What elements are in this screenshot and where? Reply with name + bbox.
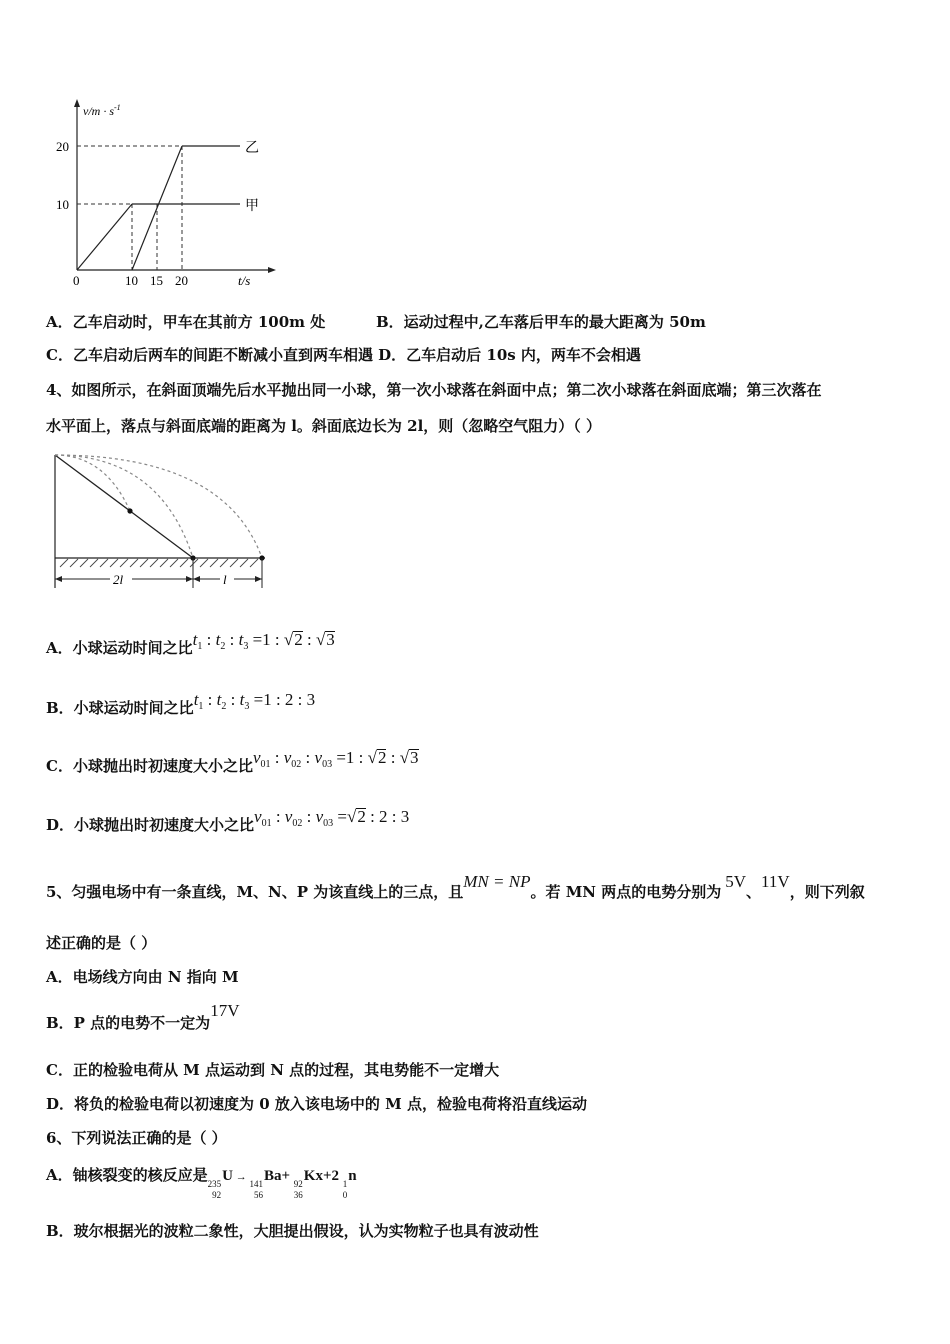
- time-ratio-linear: $t_1$ : $t_2$ : $t_3 =1$ : 2 : 3: [193, 690, 316, 712]
- q6-option-b: B．玻尔根据光的波粒二象性，大胆提出假设，认为实物粒子也具有波动性: [46, 1222, 539, 1240]
- yi-ramp: [132, 146, 182, 270]
- x-tick-20: 20: [175, 273, 188, 288]
- y-axis-arrow: [74, 99, 80, 107]
- potential-m: 5V: [725, 872, 747, 891]
- q5-option-a: A．电场线方向由 N 指向 M: [46, 968, 239, 986]
- q5-option-c: C．正的检验电荷从 M 点运动到 N 点的过程，其电势能不一定增大: [46, 1061, 500, 1079]
- line-label-yi: 乙: [245, 141, 259, 156]
- y-axis-label: $v/m \cdot s^{-1}$: [83, 103, 121, 118]
- incline: [55, 455, 193, 558]
- fission-equation: 235 92 U → 141 56 Ba+ 92 36 Kx+2 1 0 n: [207, 1168, 357, 1200]
- q3-option-a: A．乙车启动时，甲车在其前方 100m 处: [46, 313, 326, 331]
- label-l: l: [223, 572, 227, 587]
- potential-n: 11V: [761, 872, 790, 891]
- q3-option-c-d: C．乙车启动后两车的间距不断减小直到两车相遇 D．乙车启动后 10s 内，两车不会相遇: [46, 346, 641, 364]
- velocity-ratio-sqrt: $v_{01}$ : $v_{02}$ : $v_{03} =1$ : √2 : √3: [252, 748, 419, 770]
- jia-ramp: [77, 204, 132, 270]
- q4-option-a: A．小球运动时间之比$t_1$ : $t_2$ : $t_3 =1$ : √2 : √3: [46, 630, 335, 657]
- potential-p: 17V: [210, 1001, 240, 1020]
- q6-option-a: A．铀核裂变的核反应是 235 92 U → 141 56 Ba+ 92 36 Kx+2 1 0 n: [46, 1166, 357, 1200]
- q4-option-c: C．小球抛出时初速度大小之比$v_{01}$ : $v_{02}$ : $v_{03} =1$ : √2 : √3: [46, 748, 419, 775]
- q5-option-d: D．将负的检验电荷以初速度为 0 放入该电场中的 M 点，检验电荷将沿直线运动: [46, 1095, 587, 1113]
- y-tick-10: 10: [56, 197, 69, 212]
- label-2l: 2l: [113, 572, 124, 587]
- trajectory-3: [55, 455, 262, 558]
- q5-stem-line1: 5、匀强电场中有一条直线，M、N、P 为该直线上的三点，且MN = NP。若 MN 两点的电势分别为5V、11V，则下列叙: [46, 872, 865, 901]
- velocity-ratio-mixed: $v_{01}$ : $v_{02}$ : $v_{03} =√2$ : 2 : 3: [254, 807, 410, 829]
- mn-np-equation: MN = NP: [463, 872, 531, 891]
- q4-stem-line1: 4、如图所示，在斜面顶端先后水平抛出同一小球，第一次小球落在斜面中点；第二次小球落在斜面底端；第三次落在: [46, 381, 822, 399]
- landing-point-1: [127, 508, 132, 513]
- x-axis-label: t/s: [238, 273, 251, 288]
- q5-option-b: B．P 点的电势不一定为17V: [46, 1001, 240, 1032]
- line-label-jia: 甲: [245, 199, 259, 214]
- incline-figure: [50, 450, 275, 590]
- x-tick-15: 15: [150, 273, 163, 288]
- x-tick-10: 10: [125, 273, 138, 288]
- q4-option-d: D．小球抛出时初速度大小之比$v_{01}$ : $v_{02}$ : $v_{03} =√2$ : 2 : 3: [46, 807, 410, 834]
- time-ratio-sqrt: $t_1$ : $t_2$ : $t_3 =1$ : √2 : √3: [192, 630, 335, 652]
- q3-option-b: B．运动过程中,乙车落后甲车的最大距离为 50m: [376, 313, 706, 331]
- y-tick-20: 20: [56, 139, 69, 154]
- vt-graph: [40, 95, 280, 290]
- q4-stem-line2: 水平面上，落点与斜面底端的距离为 l。斜面底边长为 2l，则（忽略空气阻力）（ ）: [46, 417, 602, 435]
- x-axis-arrow: [268, 267, 276, 273]
- q5-stem-line2: 述正确的是（ ）: [46, 934, 157, 952]
- x-tick-0: 0: [73, 273, 80, 288]
- q4-option-b: B．小球运动时间之比$t_1$ : $t_2$ : $t_3 =1$ : 2 : 3: [46, 690, 316, 717]
- q6-stem: 6、下列说法正确的是（ ）: [46, 1129, 227, 1147]
